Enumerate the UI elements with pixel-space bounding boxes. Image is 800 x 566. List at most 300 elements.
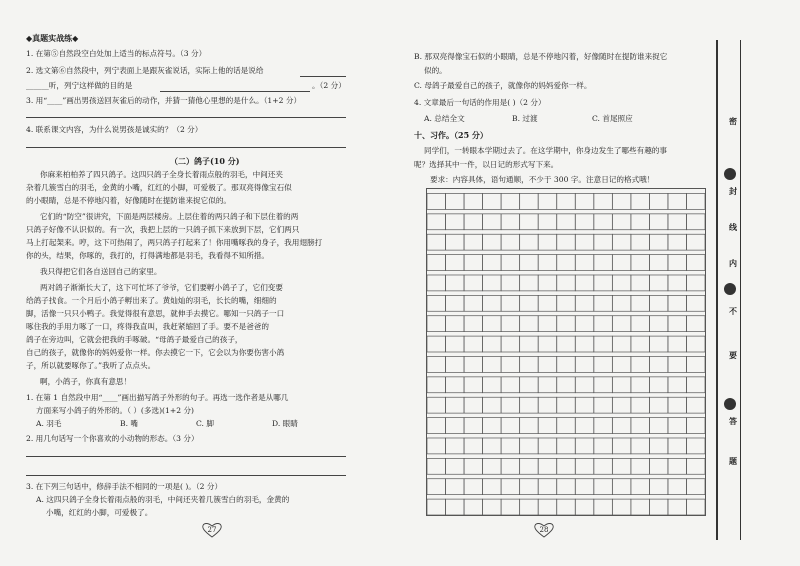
grid-cell[interactable] [446,275,465,291]
grid-cell[interactable] [575,356,594,372]
grid-cell[interactable] [501,356,520,372]
grid-cell[interactable] [483,397,502,413]
grid-cell[interactable] [520,193,539,209]
grid-cell[interactable] [501,397,520,413]
grid-cell[interactable] [594,438,613,454]
grid-cell[interactable] [594,397,613,413]
grid-cell[interactable] [446,214,465,230]
grid-cell[interactable] [649,418,668,434]
essay-title: 十、习作。（25 分） [414,130,488,140]
grid-cell[interactable] [594,234,613,250]
passage-line: 它们的“防空”很讲究，下面是两层楼房。上层住着的两只鸽子和下层住着的两 [40,212,299,221]
grid-cell[interactable] [427,397,446,413]
sub-question-3: 3. 在下列三句话中，修辞手法不相同的一项是( )。（2 分） [26,482,223,491]
sub-question-1-line-2: 方面来写小鸽子的外形的。（ ）(多选)(1+2 分) [36,406,194,415]
grid-cell[interactable] [427,499,446,515]
grid-cell[interactable] [686,397,705,413]
grid-cell[interactable] [446,234,465,250]
grid-cell[interactable] [538,499,557,515]
grid-cell[interactable] [631,336,650,352]
grid-cell[interactable] [557,255,576,271]
grid-cell[interactable] [464,316,483,332]
option-b-line-1: B. 那双亮得像宝石似的小眼睛，总是不停地闪着，好像随时在提防谁来捉它 [414,52,668,61]
grid-cell[interactable] [668,397,687,413]
question-2-line-3: 。（2 分） [312,81,346,90]
grid-cell[interactable] [575,193,594,209]
grid-cell[interactable] [427,234,446,250]
grid-cell[interactable] [427,438,446,454]
grid-cell[interactable] [520,316,539,332]
grid-cell[interactable] [427,479,446,495]
grid-cell[interactable] [594,193,613,209]
grid-cell[interactable] [575,336,594,352]
grid-cell[interactable] [668,214,687,230]
grid-cell[interactable] [538,356,557,372]
grid-cell[interactable] [446,377,465,393]
grid-cell[interactable] [557,295,576,311]
grid-cell[interactable] [612,479,631,495]
grid-cell[interactable] [501,418,520,434]
grid-cell[interactable] [464,356,483,372]
grid-cell[interactable] [483,458,502,474]
question-3: 3. 用“____”画出男孩送回灰雀后的动作，并猜一猜他心里想的是什么。（1+2 分） [26,96,302,105]
grid-cell[interactable] [575,234,594,250]
grid-cell[interactable] [594,295,613,311]
grid-cell[interactable] [631,193,650,209]
grid-cell[interactable] [501,499,520,515]
grid-cell[interactable] [631,316,650,332]
grid-cell[interactable] [538,234,557,250]
grid-cell[interactable] [631,479,650,495]
grid-cell[interactable] [520,377,539,393]
grid-cell[interactable] [520,214,539,230]
grid-cell[interactable] [594,499,613,515]
grid-cell[interactable] [501,377,520,393]
grid-cell[interactable] [520,255,539,271]
passage-line: 的小眼睛，总是不停地闪着，好像随时在提防谁来捉它似的。 [26,196,232,205]
grid-cell[interactable] [446,336,465,352]
grid-cell[interactable] [575,295,594,311]
page-number-right: 28 [539,526,549,534]
grid-cell[interactable] [594,418,613,434]
page-number-left: 27 [207,526,217,534]
grid-cell[interactable] [464,397,483,413]
grid-cell[interactable] [631,397,650,413]
grid-cell[interactable] [668,255,687,271]
grid-cell[interactable] [557,234,576,250]
grid-cell[interactable] [686,214,705,230]
grid-cell[interactable] [427,255,446,271]
grid-cell[interactable] [464,193,483,209]
grid-cell[interactable] [668,499,687,515]
grid-cell[interactable] [483,295,502,311]
grid-cell[interactable] [668,458,687,474]
grid-cell[interactable] [612,438,631,454]
grid-cell[interactable] [594,356,613,372]
option-a[interactable]: A. 总结全文 [424,114,465,123]
grid-cell[interactable] [464,336,483,352]
grid-cell[interactable] [427,316,446,332]
question-1: 1. 在第⑤自然段空白处加上适当的标点符号。（3 分） [26,49,207,58]
grid-cell[interactable] [427,275,446,291]
grid-cell[interactable] [557,418,576,434]
grid-cell[interactable] [649,479,668,495]
grid-cell[interactable] [594,377,613,393]
grid-cell[interactable] [649,193,668,209]
grid-cell[interactable] [427,295,446,311]
grid-cell[interactable] [686,234,705,250]
seal-char: 密 [729,116,737,126]
answer-line[interactable] [26,456,346,457]
binding-line [716,40,718,540]
grid-cell[interactable] [668,336,687,352]
grid-cell[interactable] [612,377,631,393]
grid-cell[interactable] [594,255,613,271]
grid-cell[interactable] [538,418,557,434]
grid-cell[interactable] [668,479,687,495]
grid-cell[interactable] [612,397,631,413]
grid-cell[interactable] [501,295,520,311]
grid-cell[interactable] [557,499,576,515]
grid-cell[interactable] [483,193,502,209]
option-b[interactable]: B. 过渡 [512,114,538,123]
grid-cell[interactable] [446,479,465,495]
grid-cell[interactable] [631,214,650,230]
grid-cell[interactable] [557,458,576,474]
passage-line: 你的头，结果，你啄的，我打的，打得满地都是羽毛，我看得不知所措。 [26,251,269,260]
answer-line[interactable] [300,76,346,77]
grid-cell[interactable] [427,336,446,352]
grid-cell[interactable] [483,377,502,393]
grid-cell[interactable] [575,458,594,474]
grid-cell[interactable] [446,397,465,413]
grid-cell[interactable] [631,418,650,434]
grid-cell[interactable] [464,479,483,495]
grid-cell[interactable] [686,377,705,393]
passage-line: 马上打起架来。哼，这下可热闹了，两只鸽子打起来了！你用嘴啄我的身子，我用翅膀打 [26,238,323,247]
grid-cell[interactable] [446,438,465,454]
grid-cell[interactable] [483,255,502,271]
grid-cell[interactable] [649,499,668,515]
section-header: ◆真题实战练◆ [26,33,79,43]
grid-cell[interactable] [649,275,668,291]
grid-cell[interactable] [427,356,446,372]
grid-cell[interactable] [631,377,650,393]
grid-cell[interactable] [483,336,502,352]
grid-cell[interactable] [649,316,668,332]
passage-line: 你麻来柏柏养了四只鸽子。这四只鸽子全身长着雨点般的羽毛，中间还夹 [40,170,283,179]
grid-cell[interactable] [446,193,465,209]
binding-hole-icon [724,398,736,410]
answer-line[interactable] [160,91,310,92]
grid-cell[interactable] [427,377,446,393]
grid-cell[interactable] [649,377,668,393]
grid-cell[interactable] [612,356,631,372]
grid-cell[interactable] [649,295,668,311]
grid-cell[interactable] [501,234,520,250]
grid-cell[interactable] [501,479,520,495]
grid-cell[interactable] [501,336,520,352]
grid-cell[interactable] [446,316,465,332]
grid-cell[interactable] [446,418,465,434]
essay-requirements: 要求：内容具体，语句通顺，不少于 300 字。注意日记的格式哦！ [430,175,655,184]
grid-cell[interactable] [538,214,557,230]
passage-line: 自己的孩子，就像你的妈妈爱你一样。你去摸它一下，它会以为你要伤害小鸽 [26,348,285,357]
seal-char: 线 [729,222,737,232]
seal-char: 要 [729,350,737,360]
grid-cell[interactable] [520,499,539,515]
grid-cell[interactable] [557,336,576,352]
question-2-line-2: ______听，列宁这样做的目的是 [26,81,133,90]
grid-cell[interactable] [631,275,650,291]
grid-cell[interactable] [464,295,483,311]
binding-hole-icon [724,283,736,295]
grid-cell[interactable] [520,336,539,352]
grid-cell[interactable] [668,193,687,209]
grid-cell[interactable] [464,458,483,474]
grid-cell[interactable] [594,214,613,230]
grid-cell[interactable] [575,499,594,515]
grid-cell[interactable] [483,499,502,515]
seal-char: 答 [729,416,737,426]
grid-cell[interactable] [686,438,705,454]
grid-cell[interactable] [520,234,539,250]
grid-cell[interactable] [686,255,705,271]
passage-line: 我只得把它们各自送回自己的家里。 [40,267,162,276]
grid-cell[interactable] [649,356,668,372]
grid-cell[interactable] [686,295,705,311]
grid-cell[interactable] [594,479,613,495]
grid-cell[interactable] [612,234,631,250]
passage-line: 啊，小鸽子，你真有意思！ [40,377,132,386]
grid-cell[interactable] [668,234,687,250]
grid-cell[interactable] [464,234,483,250]
grid-cell[interactable] [464,377,483,393]
passage-title: （二）鸽子(10 分) [170,156,240,166]
grid-cell[interactable] [538,295,557,311]
grid-cell[interactable] [538,438,557,454]
grid-cell[interactable] [520,418,539,434]
grid-cell[interactable] [446,255,465,271]
grid-cell[interactable] [686,316,705,332]
seal-char: 内 [729,258,737,268]
grid-cell[interactable] [686,479,705,495]
grid-cell[interactable] [483,356,502,372]
grid-cell[interactable] [520,275,539,291]
grid-cell[interactable] [520,479,539,495]
grid-cell[interactable] [575,479,594,495]
option-b[interactable]: B. 嘴 [120,419,139,428]
grid-cell[interactable] [557,479,576,495]
grid-cell[interactable] [520,458,539,474]
seal-char: 封 [729,186,737,196]
option-a-line-2: 小嘴，红红的小脚，可爱极了。 [46,508,153,517]
grid-cell[interactable] [631,499,650,515]
grid-cell[interactable] [575,418,594,434]
grid-cell[interactable] [631,234,650,250]
grid-cell[interactable] [538,458,557,474]
grid-cell[interactable] [557,377,576,393]
passage-line: 鸽子在旁边叫，它就会把我的手啄破。“母鸽子最爱自己的孩子， [26,335,243,344]
option-c[interactable]: C. 脚 [196,419,214,428]
grid-cell[interactable] [649,234,668,250]
grid-cell[interactable] [501,458,520,474]
grid-cell[interactable] [575,377,594,393]
grid-cell[interactable] [594,275,613,291]
grid-cell[interactable] [557,356,576,372]
question-2-line-1: 2. 选文第⑥自然段中，列宁表面上是跟灰雀说话，实际上他的话是说给 [26,66,264,75]
option-d[interactable]: D. 眼睛 [272,419,298,428]
grid-cell[interactable] [686,275,705,291]
grid-cell[interactable] [612,214,631,230]
grid-cell[interactable] [483,418,502,434]
grid-cell[interactable] [483,234,502,250]
grid-cell[interactable] [464,438,483,454]
grid-cell[interactable] [483,275,502,291]
grid-cell[interactable] [612,275,631,291]
grid-cell[interactable] [612,336,631,352]
grid-cell[interactable] [649,397,668,413]
grid-cell[interactable] [649,458,668,474]
grid-cell[interactable] [612,295,631,311]
grid-cell[interactable] [501,214,520,230]
grid-cell[interactable] [575,214,594,230]
grid-cell[interactable] [520,356,539,372]
grid-cell[interactable] [557,193,576,209]
grid-cell[interactable] [575,438,594,454]
grid-cell[interactable] [501,438,520,454]
grid-cell[interactable] [649,255,668,271]
grid-cell[interactable] [538,336,557,352]
grid-cell[interactable] [557,438,576,454]
grid-cell[interactable] [594,336,613,352]
grid-cell[interactable] [483,479,502,495]
grid-cell[interactable] [612,316,631,332]
grid-cell[interactable] [483,214,502,230]
grid-cell[interactable] [686,336,705,352]
passage-line: 脚，活像一只只小鸭子。我觉得很有意思，就伸手去摸它。哪知一只鸽子一口 [26,309,285,318]
grid-cell[interactable] [538,275,557,291]
grid-cell[interactable] [557,275,576,291]
grid-cell[interactable] [668,316,687,332]
grid-cell[interactable] [612,418,631,434]
grid-cell[interactable] [520,295,539,311]
grid-cell[interactable] [464,418,483,434]
grid-cell[interactable] [631,255,650,271]
grid-cell[interactable] [631,356,650,372]
grid-cell[interactable] [538,397,557,413]
binding-hole-icon [724,168,736,180]
grid-cell[interactable] [464,275,483,291]
option-a-line-1: A. 这四只鸽子全身长着雨点般的羽毛，中间还夹着几簇雪白的羽毛，金黄的 [36,495,290,504]
grid-cell[interactable] [446,295,465,311]
passage-line: 给鸽子找食。一个月后小鸽子孵出来了。黄灿灿的羽毛，长长的嘴，细细的 [26,296,277,305]
grid-cell[interactable] [464,214,483,230]
grid-cell[interactable] [686,356,705,372]
grid-cell[interactable] [594,316,613,332]
grid-cell[interactable] [575,255,594,271]
grid-cell[interactable] [612,458,631,474]
grid-cell[interactable] [520,438,539,454]
grid-cell[interactable] [575,316,594,332]
grid-cell[interactable] [631,438,650,454]
grid-cell[interactable] [538,316,557,332]
grid-cell[interactable] [686,193,705,209]
grid-cell[interactable] [686,499,705,515]
grid-cell[interactable] [501,255,520,271]
grid-cell[interactable] [649,438,668,454]
grid-cell[interactable] [557,397,576,413]
answer-line[interactable] [26,147,346,148]
writing-grid[interactable] [426,188,706,516]
grid-cell[interactable] [538,479,557,495]
binding-line-thin [740,40,741,540]
answer-line[interactable] [26,117,346,118]
grid-cell[interactable] [668,295,687,311]
grid-cell[interactable] [520,397,539,413]
grid-cell[interactable] [538,255,557,271]
grid-cell[interactable] [446,356,465,372]
grid-cell[interactable] [501,275,520,291]
grid-cell[interactable] [649,214,668,230]
grid-cell[interactable] [668,356,687,372]
seal-char: 不 [729,306,737,316]
grid-cell[interactable] [612,255,631,271]
grid-cell[interactable] [686,458,705,474]
grid-cell[interactable] [427,458,446,474]
option-c[interactable]: C. 首尾照应 [592,114,633,123]
grid-cell[interactable] [427,214,446,230]
grid-cell[interactable] [668,418,687,434]
grid-cell[interactable] [668,438,687,454]
option-a[interactable]: A. 羽毛 [36,419,62,428]
grid-cell[interactable] [631,295,650,311]
grid-cell[interactable] [668,275,687,291]
grid-cell[interactable] [483,438,502,454]
grid-cell[interactable] [649,336,668,352]
answer-line[interactable] [26,475,346,476]
essay-prompt-line-2: 呢？选择其中一件，以日记的形式写下来。 [414,160,559,169]
question-4-right: 4. 文章最后一句话的作用是( )（2 分） [414,98,546,107]
question-4: 4. 联系课文内容，为什么说男孩是诚实的？（2 分） [26,125,203,134]
grid-cell[interactable] [464,255,483,271]
grid-cell[interactable] [483,316,502,332]
grid-cell[interactable] [668,377,687,393]
grid-cell[interactable] [575,397,594,413]
sub-question-2: 2. 用几句话写一个你喜欢的小动物的形态。（3 分） [26,434,199,443]
grid-cell[interactable] [612,499,631,515]
grid-cell[interactable] [446,458,465,474]
grid-cell[interactable] [538,377,557,393]
grid-cell[interactable] [575,275,594,291]
grid-cell[interactable] [612,193,631,209]
grid-cell[interactable] [557,214,576,230]
grid-cell[interactable] [446,499,465,515]
option-c: C. 母鸽子最爱自己的孩子，就像你的妈妈爱你一样。 [414,81,592,90]
grid-cell[interactable] [427,418,446,434]
passage-line: 两对鸽子渐渐长大了，这下可忙坏了爷爷，它们要孵小鸽子了，它们变要 [40,283,283,292]
grid-cell[interactable] [538,193,557,209]
sub-question-1-line-1: 1. 在第 1 自然段中用“____”画出描写鸽子外形的句子。再选一选作者是从哪几 [26,393,289,402]
grid-cell[interactable] [631,458,650,474]
grid-cell[interactable] [557,316,576,332]
grid-cell[interactable] [427,193,446,209]
grid-cell[interactable] [464,499,483,515]
grid-cell[interactable] [501,193,520,209]
grid-cell[interactable] [686,418,705,434]
grid-cell[interactable] [594,458,613,474]
grid-cell[interactable] [501,316,520,332]
